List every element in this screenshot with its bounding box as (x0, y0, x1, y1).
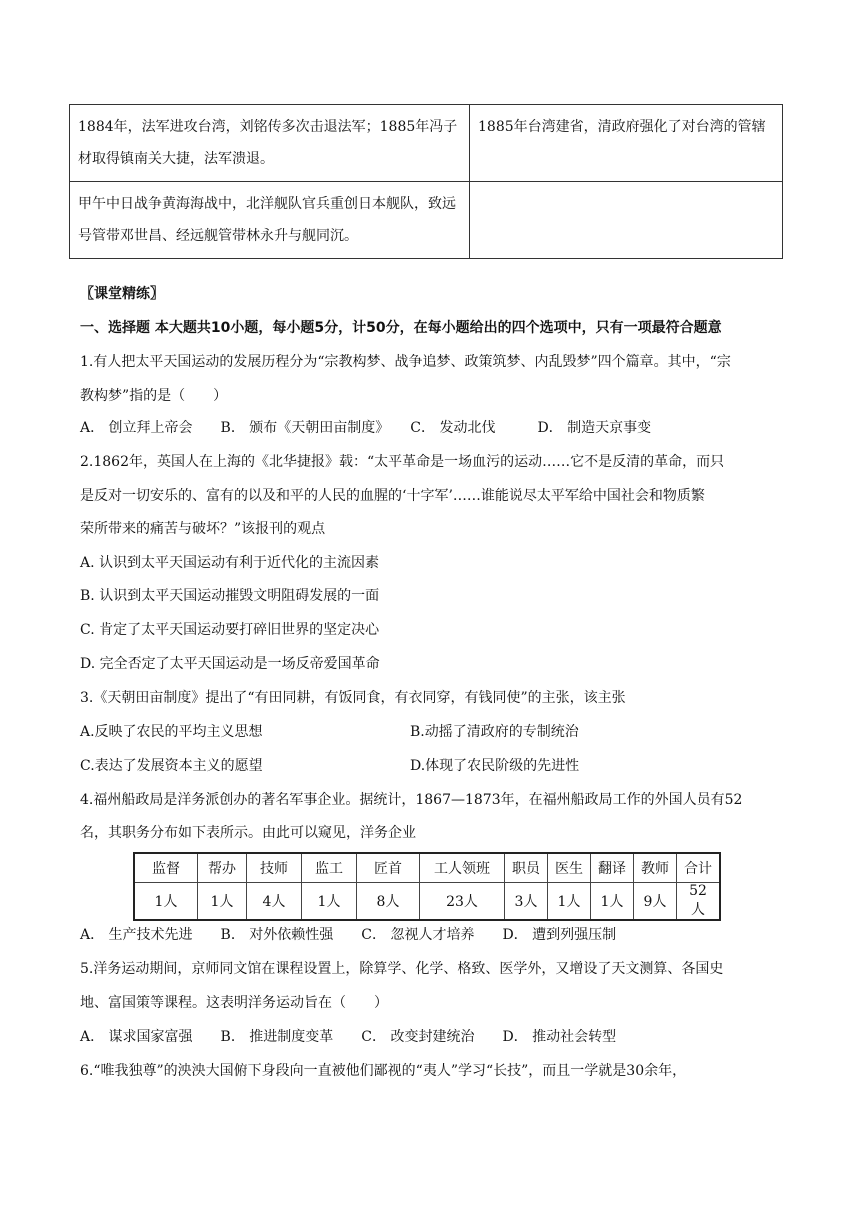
question-2-option-a: A. 认识到太平天国运动有利于近代化的主流因素 (80, 555, 380, 571)
table-cell: 1人 (548, 883, 591, 921)
question-1-line: 教构梦”指的是（ ） (80, 388, 228, 404)
table-header-cell: 工人领班 (420, 853, 505, 883)
table-header-cell: 监督 (134, 853, 198, 883)
table-cell: 1884年，法军进攻台湾，刘铭传多次击退法军；1885年冯子材取得镇南关大捷，法军溃退。 (70, 105, 470, 182)
table-header-cell: 职员 (505, 853, 548, 883)
table-cell: 9人 (634, 883, 677, 921)
question-5-line: 地、富国策等课程。这表明洋务运动旨在（ ） (80, 995, 388, 1011)
question-3-option-d: D.体现了农民阶级的先进性 (410, 758, 580, 774)
question-1-line: 1.有人把太平天国运动的发展历程分为“宗教构梦、战争追梦、政策筑梦、内乱毁梦”四个篇章。其中，“宗 (80, 354, 731, 370)
table-header-cell: 技师 (247, 853, 302, 883)
question-3-option-c: C.表达了发展资本主义的愿望 (80, 758, 263, 774)
question-3-option-b: B.动摇了清政府的专制统治 (410, 724, 579, 740)
table-header-row (134, 853, 720, 883)
table-header-cell: 监工 (302, 853, 357, 883)
table-cell: 52人 (677, 883, 721, 921)
question-2-option-b: B. 认识到太平天国运动摧毁文明阻碍发展的一面 (80, 588, 380, 604)
table-cell: 8人 (357, 883, 420, 921)
question-5-line: 5.洋务运动期间，京师同文馆在课程设置上，除算学、化学、格致、医学外，又增设了天文测算、各国史 (80, 961, 724, 977)
question-4-options: A． 生产技术先进 B． 对外依赖性强 C． 忽视人才培养 D． 遭到列强压制 (80, 927, 617, 943)
table-header-cell: 翻译 (591, 853, 634, 883)
table-row (70, 182, 783, 259)
section-title: 〖课堂精练〗 (80, 286, 164, 302)
question-2-line: 2.1862年，英国人在上海的《北华捷报》载：“太平革命是一场血污的运动……它不是反清的革命，而只 (80, 454, 725, 470)
staff-distribution-table (133, 852, 721, 921)
part-heading: 一、选择题 本大题共10小题，每小题5分，计50分，在每小题给出的四个选项中，只有一项最符合题意 (80, 320, 722, 336)
question-2-line: 荣所带来的痛苦与破坏？”该报刊的观点 (80, 521, 326, 537)
table-header-cell: 医生 (548, 853, 591, 883)
table-header-cell: 教师 (634, 853, 677, 883)
table-cell: 23人 (420, 883, 505, 921)
table-row (70, 105, 783, 182)
table-cell: 1人 (591, 883, 634, 921)
table-row (134, 883, 720, 921)
question-2-option-c: C. 肯定了太平天国运动要打碎旧世界的坚定决心 (80, 622, 380, 638)
table-cell: 1人 (198, 883, 247, 921)
question-4-line: 4.福州船政局是洋务派创办的著名军事企业。据统计，1867—1873年，在福州船政局工作的外国人员有52 (80, 792, 743, 808)
question-4-line: 名，其职务分布如下表所示。由此可以窥见，洋务企业 (80, 825, 416, 841)
table-cell: 1人 (302, 883, 357, 921)
table-cell: 甲午中日战争黄海海战中，北洋舰队官兵重创日本舰队，致远号管带邓世昌、经远舰管带林永升与舰同沉。 (70, 182, 470, 259)
question-2-line: 是反对一切安乐的、富有的以及和平的人民的血腥的‘十字军’……谁能说尽太平军给中国社会和物质繁 (80, 488, 705, 504)
question-6-line: 6.“唯我独尊”的泱泱大国俯下身段向一直被他们鄙视的“夷人”学习“长技”，而且一学就是30余年， (80, 1063, 687, 1079)
table-cell: 3人 (505, 883, 548, 921)
table-header-cell: 匠首 (357, 853, 420, 883)
table-cell (470, 182, 783, 259)
question-1-options: A． 创立拜上帝会 B． 颁布《天朝田亩制度》 C． 发动北伐 D． 制造天京事变 (80, 420, 652, 436)
question-3-option-a: A.反映了农民的平均主义思想 (80, 724, 263, 740)
question-3-line: 3.《天朝田亩制度》提出了“有田同耕，有饭同食，有衣同穿，有钱同使”的主张，该主张 (80, 690, 626, 706)
question-2-option-d: D. 完全否定了太平天国运动是一场反帝爱国革命 (80, 656, 380, 672)
table-cell: 1885年台湾建省，清政府强化了对台湾的管辖 (470, 105, 783, 182)
question-5-options: A． 谋求国家富强 B． 推进制度变革 C． 改变封建统治 D． 推动社会转型 (80, 1029, 617, 1045)
table-cell: 4人 (247, 883, 302, 921)
table-header-cell: 合计 (677, 853, 721, 883)
table-header-cell: 帮办 (198, 853, 247, 883)
table-cell: 1人 (134, 883, 198, 921)
history-events-table (69, 104, 783, 259)
